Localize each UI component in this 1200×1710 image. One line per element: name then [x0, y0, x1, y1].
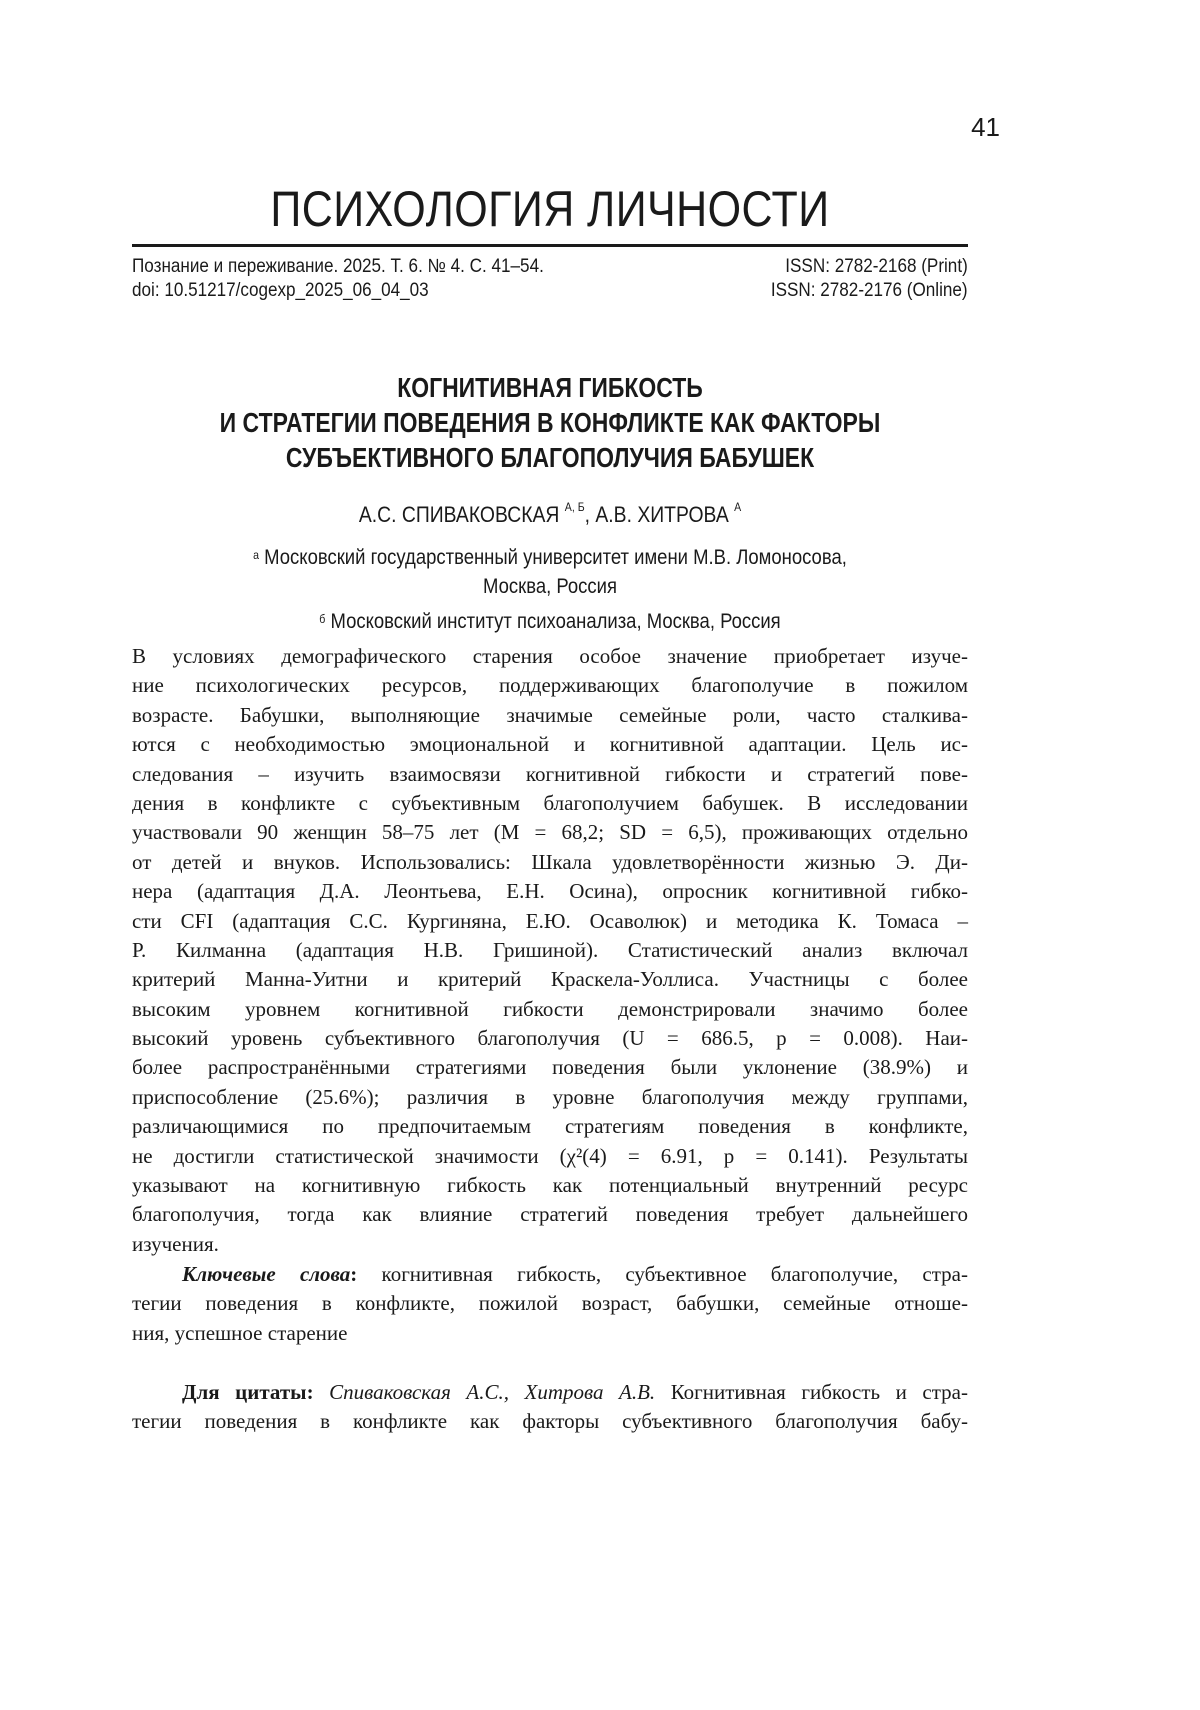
abstract	[132, 642, 968, 1259]
affiliation-mark: А, Б	[564, 500, 585, 514]
abstract-line: ние психологических ресурсов, поддерживающих благополучие в пожилом	[132, 673, 968, 698]
abstract-line: дения в конфликте с субъективным благополучием бабушек. В исследовании	[132, 790, 968, 815]
journal-reference: Познание и переживание. 2025. Т. 6. № 4. С. 41–54.	[132, 256, 544, 277]
affiliations	[0, 543, 1100, 636]
keywords-text: когнитивная гибкость, субъективное благополучие, стра-	[357, 1262, 968, 1286]
citation	[132, 1378, 968, 1437]
author-name: А.В. ХИТРОВА	[595, 502, 729, 527]
abstract-line: Р. Килманна (адаптация Н.В. Гришиной). Статистический анализ включал	[132, 937, 968, 962]
abstract-line: ются с необходимостью эмоциональной и когнитивной адаптации. Цель ис-	[132, 732, 968, 757]
abstract-line: от детей и внуков. Использовались: Шкала удовлетворённости жизнью Э. Ди-	[132, 849, 968, 874]
keywords-text: тегии поведения в конфликте, пожилой возраст, бабушки, семейные отноше-	[132, 1291, 968, 1316]
abstract-line: приспособление (25.6%); различия в уровне благополучия между группами,	[132, 1084, 968, 1109]
citation-authors: Спиваковская А.С., Хитрова А.В.	[329, 1380, 656, 1404]
doi: doi: 10.51217/cogexp_2025_06_04_03	[132, 280, 429, 301]
issn-online: ISSN: 2782-2176 (Online)	[771, 280, 968, 301]
abstract-line: возрасте. Бабушки, выполняющие значимые семейные роли, часто сталкива-	[132, 702, 968, 727]
citation-label: Для цитаты:	[182, 1380, 314, 1404]
affiliation-mark: а	[253, 548, 260, 562]
title-line: СУБЪЕКТИВНОГО БЛАГОПОЛУЧИЯ БАБУШЕК	[285, 442, 815, 473]
affiliation-b: Московский институт психоанализа, Москва, Россия	[330, 610, 781, 633]
affiliation-mark: А	[734, 500, 742, 514]
keywords-label: Ключевые слова	[182, 1262, 351, 1286]
authors	[66, 502, 1034, 528]
article-title	[100, 370, 1000, 475]
affiliation-a: Московский государственный университет имени М.В. Ломоносова,	[264, 546, 847, 569]
citation-text: тегии поведения в конфликте как факторы субъективного благополучия бабу-	[132, 1409, 968, 1434]
abstract-line: указывают на когнитивную гибкость как потенциальный внутренний ресурс	[132, 1173, 968, 1198]
affiliation-a-city: Москва, Россия	[483, 575, 617, 598]
abstract-line: сти CFI (адаптация С.С. Кургиняна, Е.Ю. Осаволюк) и методика К. Томаса –	[132, 908, 968, 933]
abstract-line: нера (адаптация Д.А. Леонтьева, Е.Н. Осина), опросник когнитивной гибко-	[132, 879, 968, 904]
abstract-line: высокий уровень субъективного благополучия (U = 686.5, p = 0.008). Наи-	[132, 1026, 968, 1051]
page-number: 41	[971, 112, 1000, 142]
abstract-line: не достигли статистической значимости (χ²(4) = 6.91, p = 0.141). Результаты	[132, 1143, 968, 1168]
abstract-line: благополучия, тогда как влияние стратегий поведения требует дальнейшего	[132, 1202, 968, 1227]
title-line: КОГНИТИВНАЯ ГИБКОСТЬ	[397, 372, 703, 403]
abstract-line: следования – изучить взаимосвязи когнитивной гибкости и стратегий пове-	[132, 761, 968, 786]
abstract-line: высоким уровнем когнитивной гибкости демонстрировали значимо более	[132, 996, 968, 1021]
section-title: ПСИХОЛОГИЯ ЛИЧНОСТИ	[270, 181, 830, 237]
abstract-line: более распространёнными стратегиями поведения были уклонение (38.9%) и	[132, 1055, 968, 1080]
abstract-line: изучения.	[132, 1231, 219, 1256]
keywords-text: ния, успешное старение	[132, 1320, 348, 1345]
author-name: А.С. СПИВАКОВСКАЯ	[358, 502, 560, 527]
issn-print: ISSN: 2782-2168 (Print)	[785, 256, 968, 277]
affiliation-mark: б	[319, 612, 326, 626]
citation-text: Когнитивная гибкость и стра-	[670, 1380, 968, 1404]
abstract-line: участвовали 90 женщин 58–75 лет (M = 68,2; SD = 6,5), проживающих отдельно	[132, 820, 968, 845]
abstract-line: различающимися по предпочитаемым стратегиям поведения в конфликте,	[132, 1114, 968, 1139]
author-separator: ,	[584, 502, 596, 527]
abstract-line: критерий Манна-Уитни и критерий Краскела-Уоллиса. Участницы с более	[132, 967, 968, 992]
keywords-colon: :	[350, 1262, 358, 1286]
keywords	[132, 1260, 968, 1348]
title-line: И СТРАТЕГИИ ПОВЕДЕНИЯ В КОНФЛИКТЕ КАК ФАКТОРЫ	[219, 407, 881, 438]
header-rule	[132, 244, 968, 247]
abstract-line: В условиях демографического старения особое значение приобретает изуче-	[132, 644, 968, 668]
